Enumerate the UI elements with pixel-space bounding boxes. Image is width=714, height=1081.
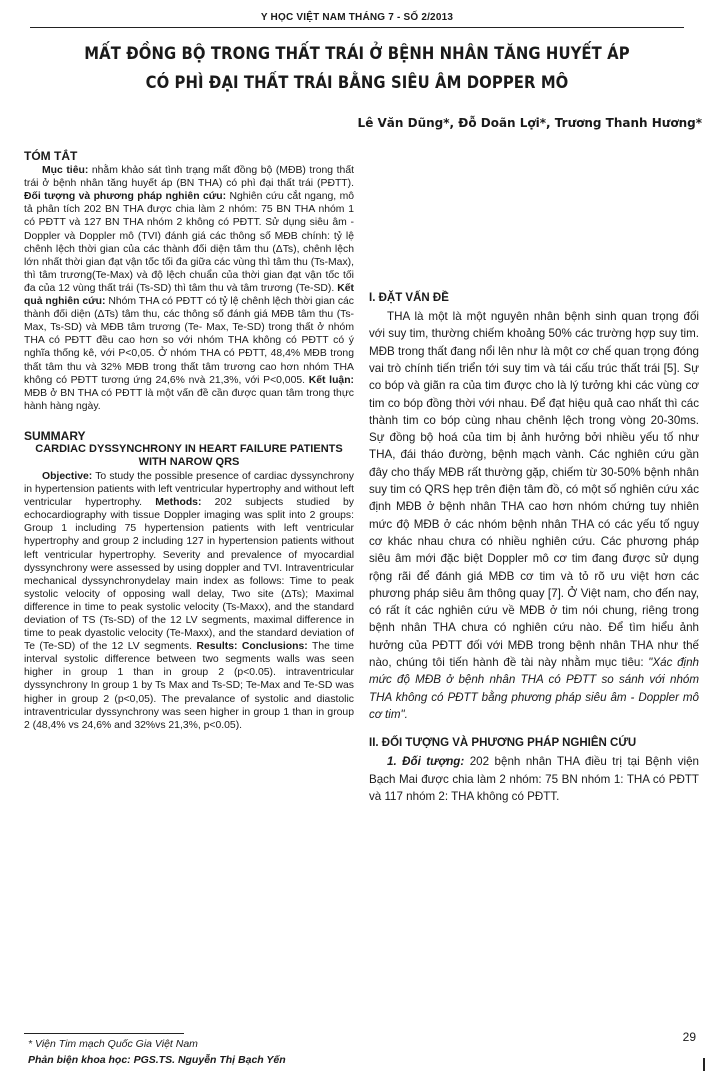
article-title-line-2: CÓ PHÌ ĐẠI THẤT TRÁI BẰNG SIÊU ÂM DOPPER MÔ [145,73,569,92]
methods-text: Nghiên cứu cắt ngang, mô tả phân tích 202 BN THA được chia làm 2 nhóm: 75 BN THA nhóm 1 có PĐTT và 127 BN THA nhóm 2 không có PĐTT. Sử dụng siêu âm - Doppler và Doppler mô (TVI) đánh giá các thông số MĐB chính: tỷ lệ chênh lệch thời gian của các thành đối diện tâm thu (ΔTs), chênh lệch lớn nhất thời gian đạt vận tốc tối đa giữa các vùng thì tâm thu (Ts-Max), thì tâm trương(Te-Max) và độ lệch chuẩn của thời gian đạt vận tốc tối đa của 12 vùng thất trái (Ts-SD) thì tâm thu và tâm trương (Te-SD). [24,191,355,294]
summary-body [24,470,354,732]
conclusion-text: MĐB ở BN THA có PĐTT là một vấn đề cần được quan tâm trong thực hành hàng ngày. [24,387,354,412]
header-rule [30,27,684,28]
footnote-rule [24,1033,184,1034]
section-1-body [369,308,699,723]
subjects-text: 202 bệnh nhân THA điều trị tại Bệnh viện Bạch Mai được chia làm 2 nhóm: 75 BN nhóm 1: THA có PĐTT và 117 nhóm 2: THA không có PĐTT. [369,755,699,803]
section-2-heading: II. ĐỐI TƯỢNG VÀ PHƯƠNG PHÁP NGHIÊN CỨU [369,737,637,750]
section-1-text: THA là một là một nguyên nhân bệnh sinh quan trọng đối với suy tim, thường chiếm khoảng 50% các trường hợp suy tim. MĐB trong thất đang nổi lên như là một cơ chế quan trọng đóng vai trò chính tiến triển tới suy tim và tái cấu trúc thất trái [5]. Sự co bóp và giãn ra của tim được cho là lý tưởng khi các vùng cơ tim co bóp đồng thời với nhau. Để đạt hiệu quả cao nhất thì các thành tim co bóp cùng nhau chênh lệch trong vòng 20-30ms. Sự đồng bộ hoá của tim bị ảnh hưởng bởi nhiều yếu tố như THA, đái tháo đường, bệnh mạch vành. Các nghiên cứu gần đây cho thấy MĐB rất thường gặp, chiếm từ 30-50% bệnh nhân suy tim có QRS hẹp trên điện tâm đồ, có một số nghiên cứu xác định MĐB ở bệnh nhân THA cao hơn nhóm chứng tuy nhiên mức độ MĐB ở các nhóm bệnh nhân THA có các yếu tố nguy cơ khác nhau chưa có nhiều nghiên cứu. Các phương pháp siêu âm mới đặc biệt Doppler mô cơ tim đang được sử dụng rộng rãi để đánh giá MĐB cơ tim và tỏ rõ ưu việt hơn các phương pháp siêu âm thông quay [7]. Ở Việt nam, cho đến nay, có rất ít các nghiên cứu về MĐB ở tim nói chung, riêng trong bệnh nhân THA chưa có nghiên cứu nào. Để tìm hiểu ảnh hưởng của PĐTT đối với MĐB trong bệnh nhân THA như thế nào, chúng tôi tiến hành đề tài này nhằm mục tiêu: [369,310,699,670]
summary-results-text: The time interval systolic difference between two segments walls was seen higher in group 1 than in group 2 (p<0.05). intraventricular dyssynchrony In group 1 by Ts Max and Ts-SD; Te-Max and Te-SD was higher in group 2 (p<0,05). The prevalance of systolic and diastolic intraventricular dyssynchrony was seen higher in group 1 than in group 2 (48,4% vs 24,6% and 32%vs 21,3%, p<0.05). [24,641,354,731]
abstract-heading: TÓM TẮT [24,149,78,163]
abstract-body [24,164,354,413]
page-number: 29 [682,1030,696,1044]
left-column [24,150,354,732]
section-2-body [369,753,699,805]
results-text: Nhóm THA có PĐTT có tỷ lệ chênh lệch thời gian các thành đối diện (ΔTs) tâm thu, các thông số đánh giá MĐB tâm thu (Ts-Max, Ts-SD) và MĐB tâm trương (Te- Max, Te-SD) trong thất ở nhóm THA có PĐTT đều cao hơn so với nhóm THA không có PĐTT có ý nghĩa thống kê, với P<0,05. Ở nhóm THA có PĐTT, 48,4% MĐB trong thất tâm thu và 32% MĐB trong thất tâm trương cao hơn nhóm THA không có PĐTT tương ứng 24,6% nvà 21,3%, với P<0,005. [24,296,354,386]
right-column [369,150,699,805]
summary-methods-text: 202 subjects studied by echocardiography with tissue Doppler imaging was split into 2 groups: Group 1 including 75 hypertension patients with left ventricular hypertrophy and group 2 including 127 in hypertension patients without left ventricular hypertrophy. Severity and prevalence of myocardial dyssynchrony were assessed by using doppler and TVI. Intraventricular mechanical dyssynchronydelay main index as follows: Time to peak systolic velocity of opposing wall delay, Two site (ΔTs); Maximal difference in time to peak systolic velocity (Ts-Maxx), and the standard deviation of TS (Ts-SD) of the 12 LV segments, maximal difference in time to peak dyastolic velocity (Te-Maxx), and the standard deviation of Te (Te-SD) of the 12 LV segments. [24,497,355,653]
authors: Lê Văn Dũng*, Đỗ Doãn Lợi*, Trương Thanh Hương* [357,116,702,130]
footnote-affiliation: * Viện Tim mạch Quốc Gia Việt Nam [28,1038,198,1050]
study-aim: "Xác định mức độ MĐB ở bệnh nhân THA có PĐTT so sánh với nhóm THA không có PĐTT bằng phương pháp siêu âm - Doppler mô cơ tim". [369,656,699,721]
summary-methods-label: Methods: [155,497,202,509]
methods-label: Đối tượng và phương pháp nghiên cứu: [24,191,227,203]
summary-subtitle: CARDIAC DYSSYNCHRONY IN HEART FAILURE PATIENTS WITH NAROW QRS [35,442,343,469]
summary-results-label: Results: Conclusions: [196,641,308,653]
footnote-reviewer: Phản biện khoa học: PGS.TS. Nguyễn Thị Bạch Yến [28,1054,286,1066]
objective-text: nhằm khảo sát tình trạng mất đồng bộ (MĐB) trong thất trái ở bệnh nhân tăng huyết áp (BN THA) có phì đại thất trái (PĐTT). [24,165,354,190]
summary-objective-label: Objective: [42,470,93,482]
conclusion-label: Kết luận: [308,374,354,386]
article-title-line-1: MẤT ĐỒNG BỘ TRONG THẤT TRÁI Ở BỆNH NHÂN TĂNG HUYẾT ÁP [84,44,630,63]
objective-label: Mục tiêu: [42,165,89,177]
results-label: Kết quả nghiên cứu: [24,282,354,308]
subjects-label: 1. Đối tượng: [387,755,465,769]
summary-objective-text: To study the possible presence of cardiac dyssynchrony in hypertension patients with left ventricular hypertrophy and without left ventricular hypertrophy. [24,470,354,509]
page-edge-mark [703,1058,705,1071]
section-1-heading: I. ĐẶT VẤN ĐỀ [369,292,449,304]
summary-heading: SUMMARY [24,428,86,443]
running-head: Y HỌC VIỆT NAM THÁNG 7 - SỐ 2/2013 [260,12,454,23]
